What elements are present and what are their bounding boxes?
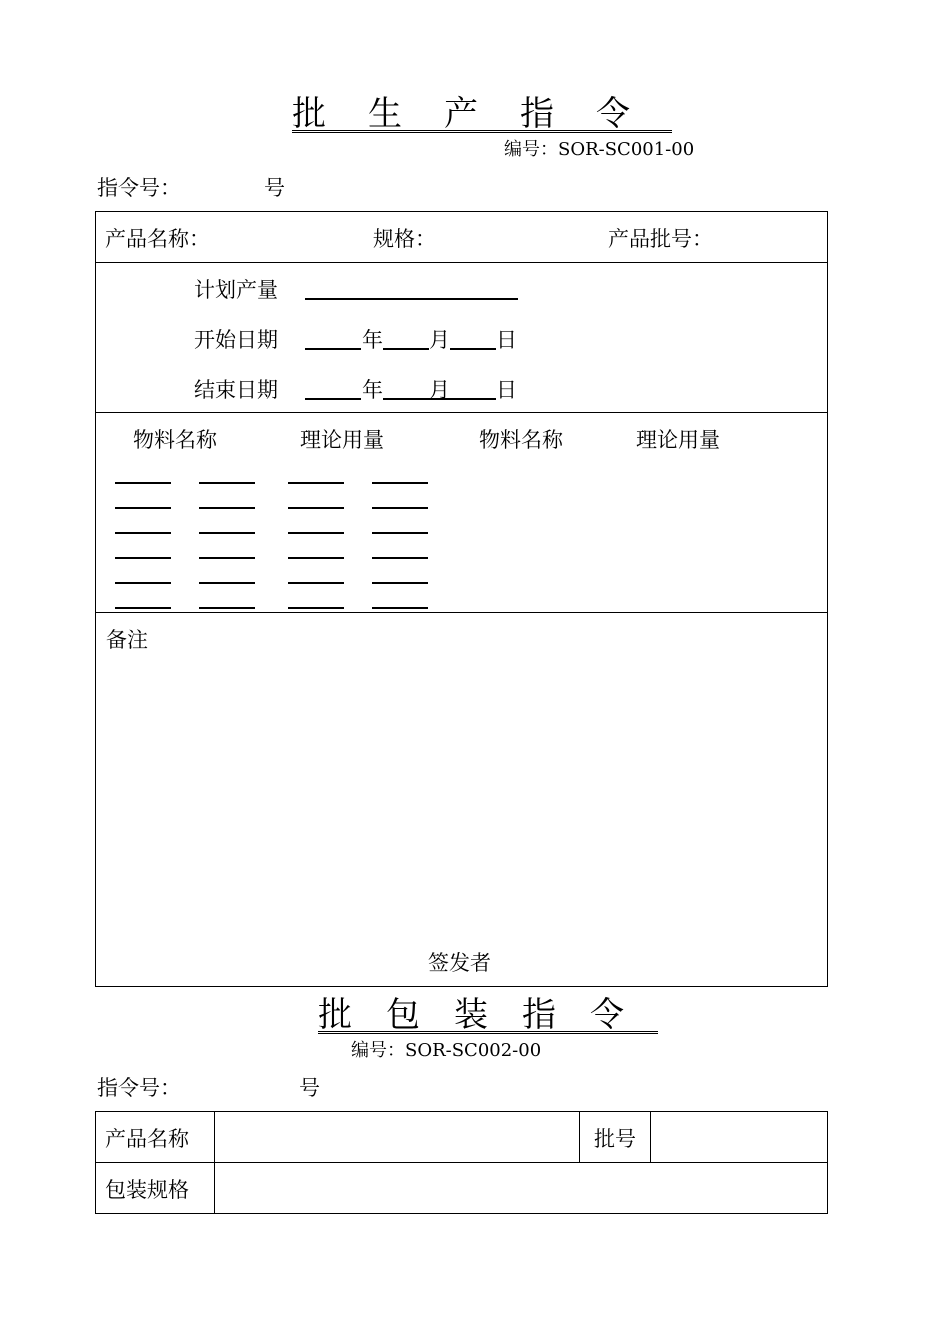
material-line-field[interactable] <box>372 482 428 484</box>
year-label: 年 <box>362 378 383 402</box>
start-day-field[interactable] <box>450 348 496 350</box>
order-no-suffix: 号 <box>299 1076 320 1100</box>
material-name-header: 物料名称 <box>479 428 563 452</box>
month-label: 月 <box>429 378 450 402</box>
day-label: 日 <box>496 378 517 402</box>
material-line-field[interactable] <box>372 582 428 584</box>
material-name-header: 物料名称 <box>133 428 217 452</box>
spec-label: 规格： <box>373 227 436 251</box>
order-no-label: 指令号： <box>97 176 181 200</box>
batch-no-label: 产品批号： <box>608 227 713 251</box>
product-name-label: 产品名称： <box>105 227 210 251</box>
start-month-field[interactable] <box>383 348 429 350</box>
theoretical-qty-header: 理论用量 <box>300 428 384 452</box>
order-no-suffix: 号 <box>264 176 285 200</box>
divider <box>579 1111 580 1162</box>
pack-spec-label: 包装规格 <box>105 1178 189 1202</box>
start-year-field[interactable] <box>305 348 361 350</box>
material-line-field[interactable] <box>115 607 171 609</box>
material-line-field[interactable] <box>288 582 344 584</box>
issuer-label: 签发者 <box>428 951 491 975</box>
material-line-field[interactable] <box>199 607 255 609</box>
pack-product-name-cell[interactable] <box>215 1112 578 1161</box>
start-date-label: 开始日期 <box>194 328 278 352</box>
material-line-field[interactable] <box>115 507 171 509</box>
divider <box>95 612 828 613</box>
material-line-field[interactable] <box>115 482 171 484</box>
production-order-title: 批生产指令 <box>292 94 672 134</box>
material-line-field[interactable] <box>372 532 428 534</box>
year-label: 年 <box>362 328 383 352</box>
material-line-field[interactable] <box>199 507 255 509</box>
end-date-label: 结束日期 <box>194 378 278 402</box>
order-no-label: 指令号： <box>97 1076 181 1100</box>
material-line-field[interactable] <box>372 607 428 609</box>
material-line-field[interactable] <box>115 532 171 534</box>
planned-output-label: 计划产量 <box>194 278 278 302</box>
pack-product-name-label: 产品名称 <box>105 1127 189 1151</box>
packaging-order-code: 编号：SOR-SC002-00 <box>351 1040 542 1061</box>
material-line-field[interactable] <box>288 557 344 559</box>
material-line-field[interactable] <box>199 582 255 584</box>
material-line-field[interactable] <box>288 507 344 509</box>
pack-spec-cell[interactable] <box>215 1163 827 1213</box>
material-line-field[interactable] <box>115 557 171 559</box>
pack-batch-no-label: 批号 <box>594 1127 636 1151</box>
theoretical-qty-header: 理论用量 <box>636 428 720 452</box>
material-line-field[interactable] <box>288 532 344 534</box>
material-line-field[interactable] <box>372 557 428 559</box>
divider <box>95 412 828 413</box>
month-label: 月 <box>429 328 450 352</box>
production-order-code: 编号：SOR-SC001-00 <box>504 139 695 160</box>
material-line-field[interactable] <box>288 482 344 484</box>
pack-batch-no-cell[interactable] <box>651 1112 827 1161</box>
material-line-field[interactable] <box>115 582 171 584</box>
material-line-field[interactable] <box>372 507 428 509</box>
day-label: 日 <box>496 328 517 352</box>
material-line-field[interactable] <box>199 482 255 484</box>
planned-output-field[interactable] <box>305 298 518 300</box>
material-line-field[interactable] <box>199 557 255 559</box>
packaging-order-title: 批包装指令 <box>318 995 658 1035</box>
remarks-label: 备注 <box>106 628 148 652</box>
material-line-field[interactable] <box>288 607 344 609</box>
divider <box>95 262 828 263</box>
end-year-field[interactable] <box>305 398 361 400</box>
material-line-field[interactable] <box>199 532 255 534</box>
